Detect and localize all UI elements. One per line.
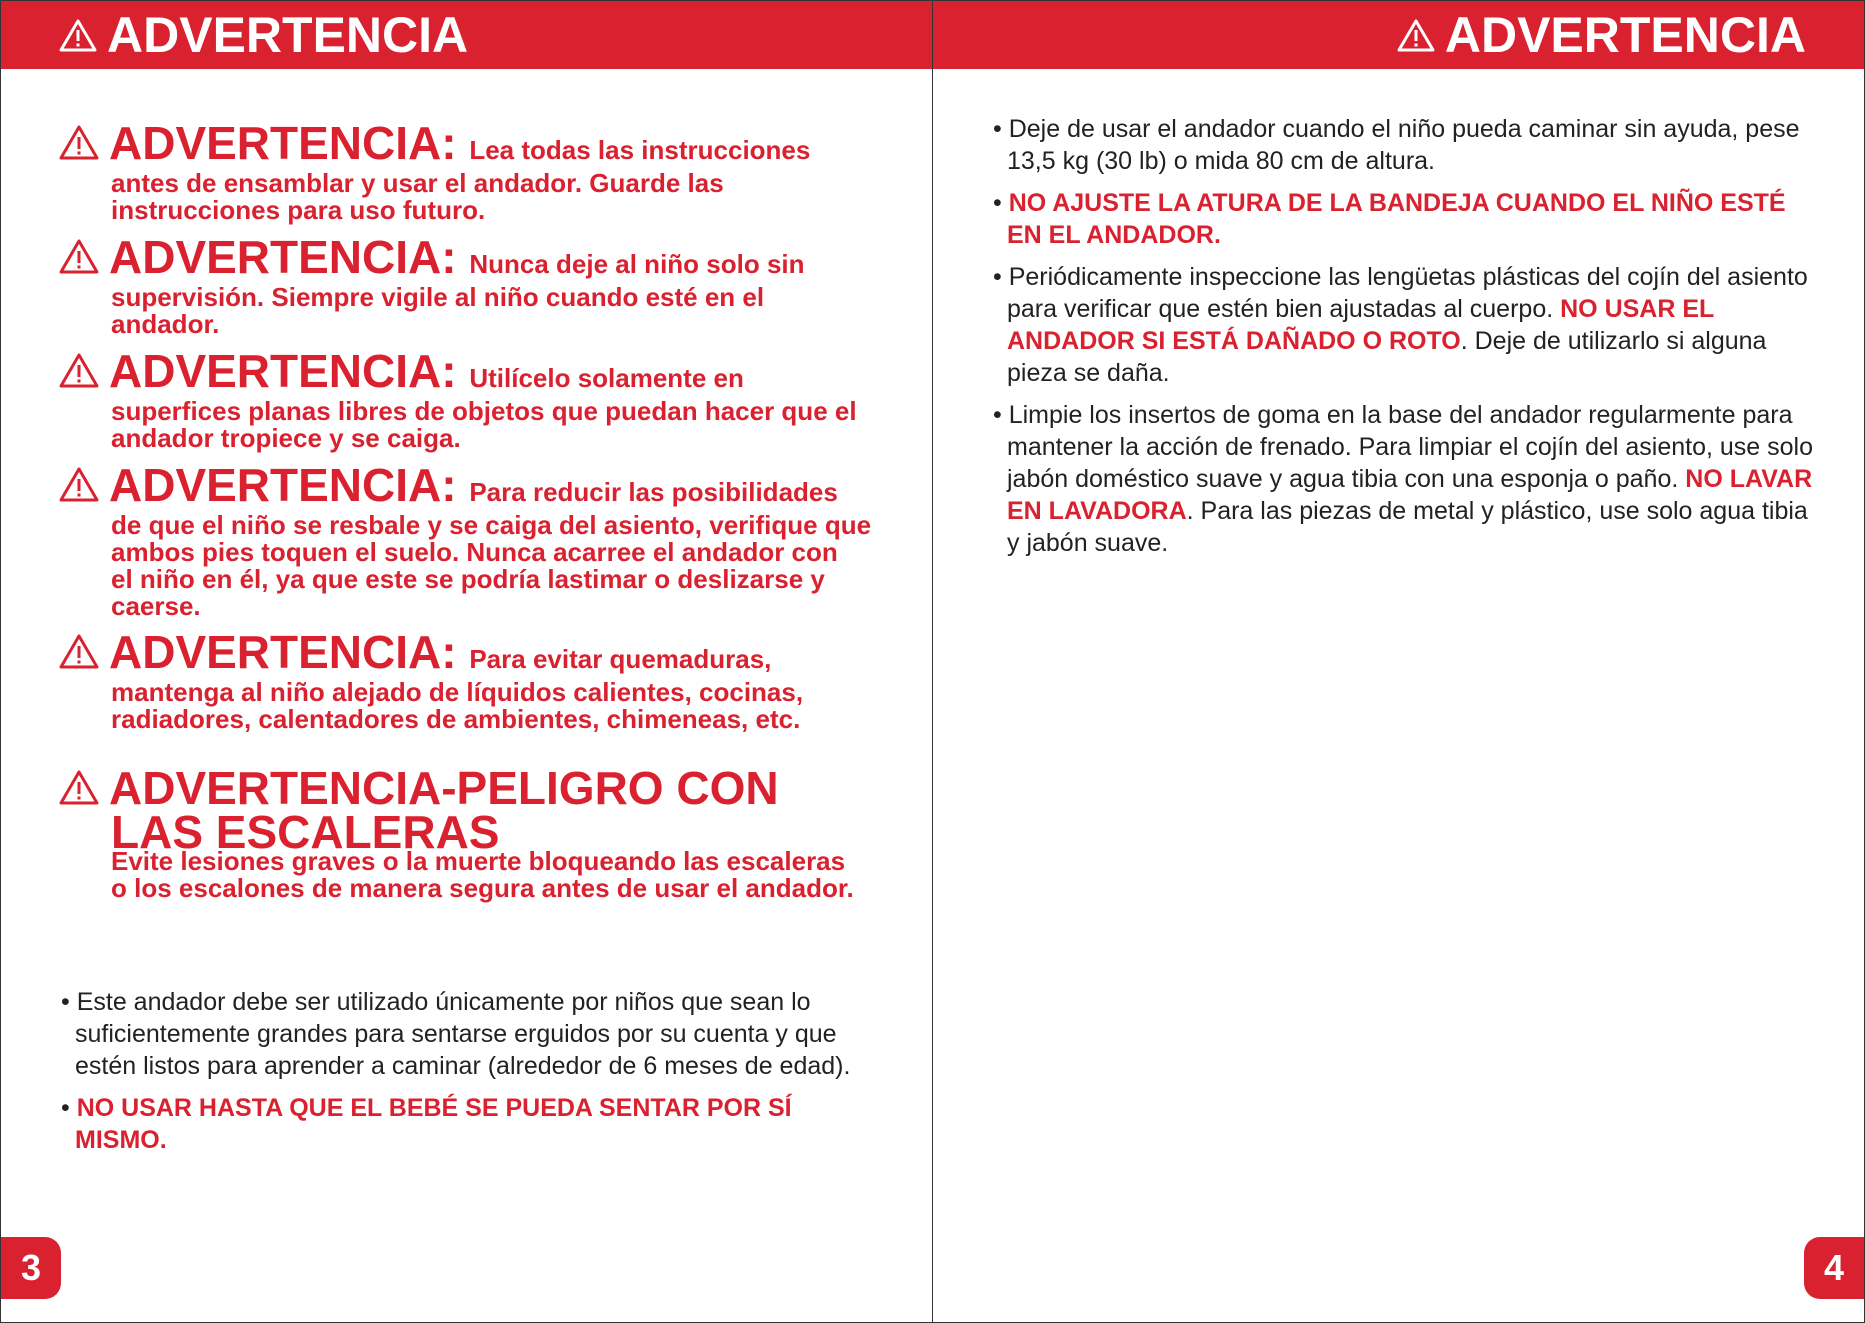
- right-bullets: [993, 113, 1823, 569]
- warning-label: ADVERTENCIA:: [109, 626, 457, 678]
- bullet-item: • Deje de usar el andador cuando el niño pueda caminar sin ayuda, pese 13,5 kg (30 lb) o mida 80 cm de altura.: [993, 115, 1800, 175]
- left-header-title-wrap: [59, 1, 468, 69]
- warning-text-line: superfices planas libres de objetos que puedan hacer que el: [111, 396, 857, 426]
- warning-block-1: [59, 119, 879, 224]
- warning-text-line: instrucciones para uso futuro.: [111, 195, 486, 225]
- right-page: [932, 0, 1865, 1323]
- bullet-item: • NO AJUSTE LA ATURA DE LA BANDEJA CUANDO EL NIÑO ESTÉ EN EL ANDADOR.: [993, 189, 1786, 249]
- warning-text-line: antes de ensamblar y usar el andador. Guarde las: [111, 168, 724, 198]
- warning-triangle-icon: [59, 633, 99, 669]
- warning-triangle-icon: [59, 238, 99, 274]
- page-number-badge: 3: [1, 1237, 61, 1299]
- stairs-warning-block: [59, 764, 879, 902]
- warning-label: ADVERTENCIA:: [109, 459, 457, 511]
- warning-text-line: andador.: [111, 309, 220, 339]
- warning-text-line: andador tropiece y se caiga.: [111, 423, 461, 453]
- bullet-red-text: NO LAVAR EN LAVADORA: [1007, 465, 1813, 525]
- bullet-tail: . Deje de utilizarlo si alguna pieza se daña.: [1007, 327, 1767, 387]
- bullet-red-text: NO USAR HASTA QUE EL BEBÉ SE PUEDA SENTAR POR SÍ MISMO: [75, 1094, 792, 1154]
- warning-triangle-icon: [59, 124, 99, 160]
- warning-text-line: supervisión. Siempre vigile al niño cuando esté en el: [111, 282, 765, 312]
- warning-label: ADVERTENCIA:: [109, 345, 457, 397]
- warning-lead: Para evitar quemaduras,: [469, 644, 772, 674]
- bullet-text: Deje de usar el andador cuando el niño pueda caminar sin ayuda, pese 13,5 kg (30 lb) o mida 80 cm de altura.: [1007, 115, 1800, 175]
- warning-block-2: [59, 233, 879, 338]
- bullet-red-text: NO USAR EL ANDADOR SI ESTÁ DAÑADO O ROTO: [1007, 295, 1714, 355]
- bullet-red-text: NO AJUSTE LA ATURA DE LA BANDEJA CUANDO EL NIÑO ESTÉ EN EL ANDADOR.: [1007, 189, 1786, 249]
- bullet-item: • Periódicamente inspeccione las lengüetas plásticas del cojín del asiento para verificar que estén bien ajustadas al cuerpo. NO USAR EL ANDADOR SI ESTÁ DAÑADO O ROTO. Deje de utilizarlo si alguna pieza se daña.: [993, 263, 1808, 387]
- warning-triangle-icon: [59, 466, 99, 502]
- page-number-badge: 4: [1804, 1237, 1864, 1299]
- warning-triangle-icon: [59, 769, 99, 805]
- bullet-item: • Este andador debe ser utilizado únicamente por niños que sean lo suficientemente grandes para sentarse erguidos por su cuenta y que estén listos para aprender a caminar (alrededor de 6 meses de edad).: [61, 988, 851, 1080]
- stairs-title-line1: ADVERTENCIA-PELIGRO CON: [109, 762, 779, 814]
- warning-text-line: radiadores, calentadores de ambientes, chimeneas, etc.: [111, 704, 801, 734]
- warning-text-line: el niño en él, ya que este se podría lastimar o deslizarse y: [111, 564, 825, 594]
- warning-block-3: [59, 347, 879, 452]
- bullet-text: Este andador debe ser utilizado únicamente por niños que sean lo suficientemente grandes para sentarse erguidos por su cuenta y que estén listos para aprender a caminar (alrededor de 6 meses de edad).: [75, 988, 851, 1080]
- warning-block-5: [59, 628, 879, 733]
- stairs-title-line2: LAS ESCALERAS: [111, 806, 500, 858]
- bullet-text: Periódicamente inspeccione las lengüetas plásticas del cojín del asiento para verificar que estén bien ajustadas al cuerpo.: [1007, 263, 1808, 323]
- warning-triangle-icon: [59, 352, 99, 388]
- bullet-tail: .: [159, 1126, 167, 1154]
- right-header-title-wrap: [1397, 1, 1806, 69]
- warning-text-line: ambos pies toquen el suelo. Nunca acarree el andador con: [111, 537, 838, 567]
- warning-text-line: mantenga al niño alejado de líquidos calientes, cocinas,: [111, 677, 804, 707]
- bullet-text: Limpie los insertos de goma en la base del andador regularmente para mantener la acción de frenado. Para limpiar el cojín del asiento, use solo jabón doméstico suave y agua tibia con una esponja o paño.: [1007, 401, 1814, 493]
- warning-lead: Nunca deje al niño solo sin: [469, 249, 805, 279]
- warning-text-line: caerse.: [111, 591, 201, 621]
- bullet-item: • NO USAR HASTA QUE EL BEBÉ SE PUEDA SENTAR POR SÍ MISMO.: [61, 1094, 792, 1154]
- stairs-text-line1: Evite lesiones graves o la muerte bloqueando las escaleras: [111, 846, 846, 876]
- warning-text-line: de que el niño se resbale y se caiga del asiento, verifique que: [111, 510, 872, 540]
- warning-triangle-icon: [59, 18, 97, 52]
- warning-triangle-icon: [1397, 18, 1435, 52]
- right-header-banner: [933, 1, 1864, 69]
- warning-lead: Utilícelo solamente en: [469, 363, 744, 393]
- warning-lead: Para reducir las posibilidades: [469, 477, 838, 507]
- bullet-item: • Limpie los insertos de goma en la base del andador regularmente para mantener la acción de frenado. Para limpiar el cojín del asiento, use solo jabón doméstico suave y agua tibia con una esponja o paño. NO LAVAR EN LAVADORA. Para las piezas de metal y plástico, use solo agua tibia y jabón suave.: [993, 401, 1814, 557]
- stairs-text-line2: o los escalones de manera segura antes de usar el andador.: [111, 873, 854, 903]
- bullet-tail: . Para las piezas de metal y plástico, use solo agua tibia y jabón suave.: [1007, 497, 1808, 557]
- warning-label: ADVERTENCIA:: [109, 117, 457, 169]
- right-header-title: ADVERTENCIA: [1444, 7, 1806, 63]
- warning-lead: Lea todas las instrucciones: [469, 135, 811, 165]
- warning-block-4: [59, 461, 879, 620]
- warning-label: ADVERTENCIA:: [109, 231, 457, 283]
- left-bullets: [61, 986, 881, 1166]
- left-header-title: ADVERTENCIA: [107, 7, 469, 63]
- left-header-banner: [1, 1, 932, 69]
